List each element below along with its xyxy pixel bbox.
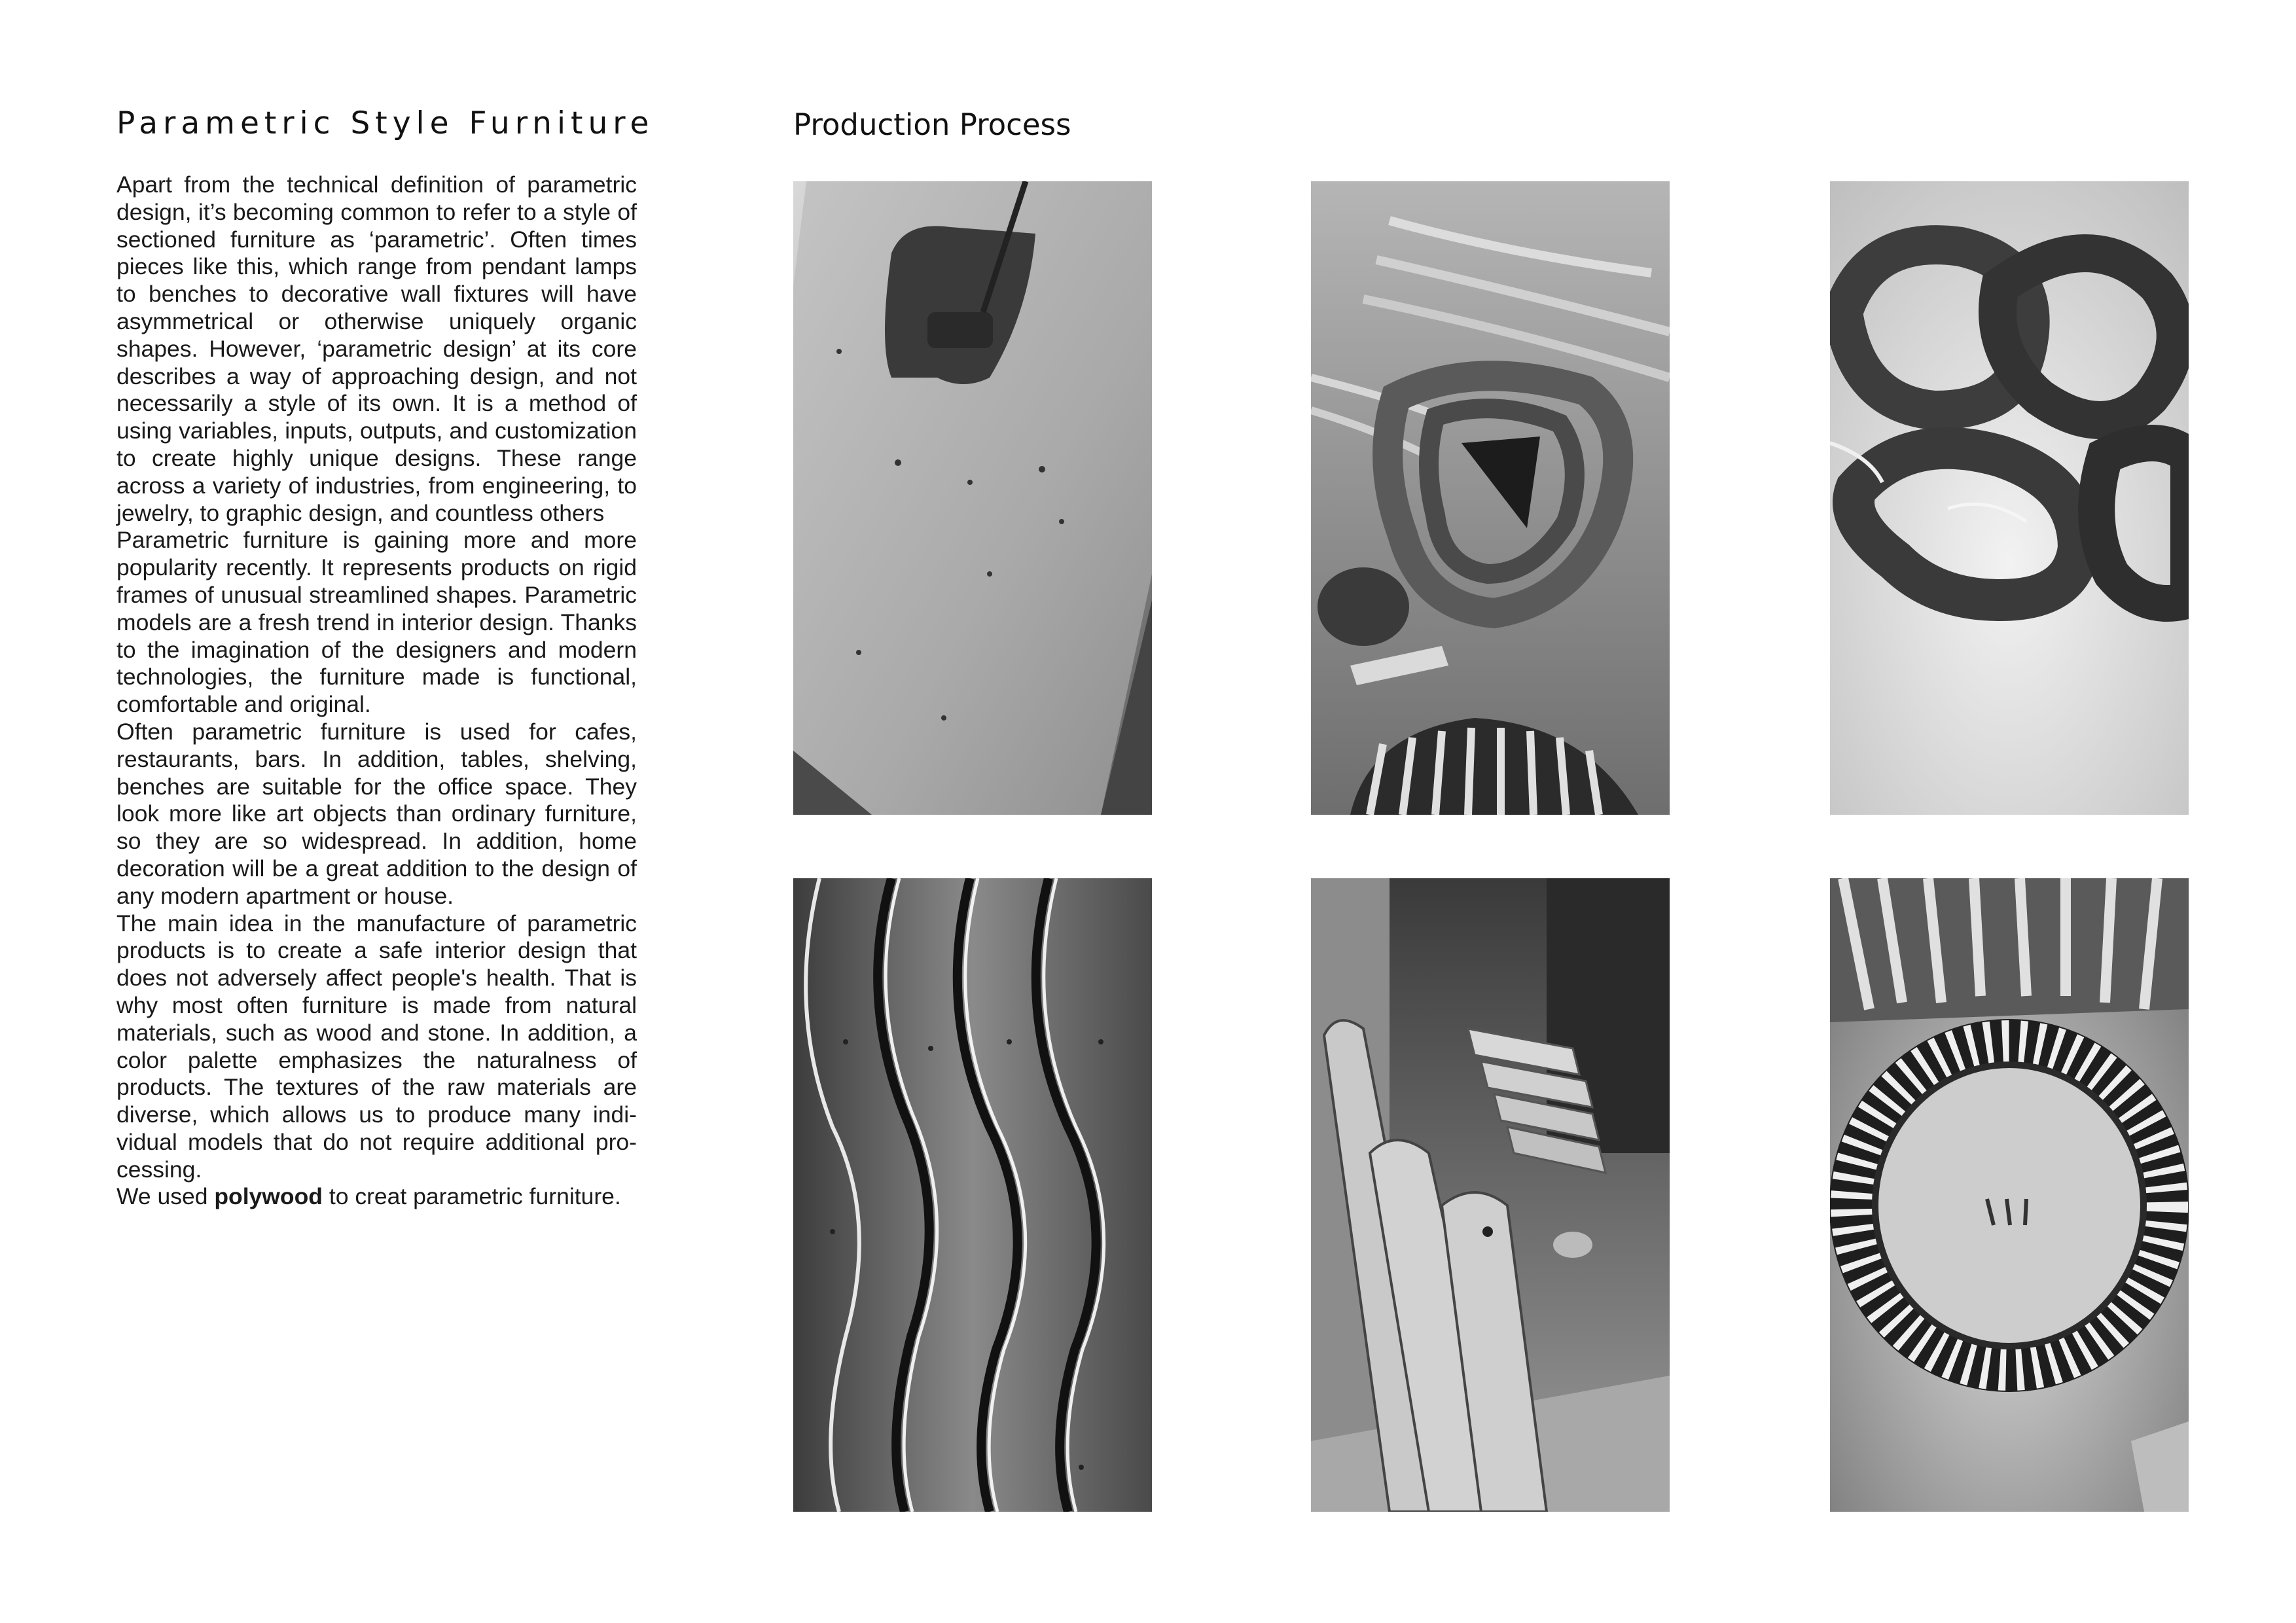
photo-circular-slatted-frame: [1830, 878, 2189, 1512]
paragraph-5: [117, 1183, 637, 1211]
photo-wavy-plywood-profiles: [793, 878, 1152, 1512]
body-text: [117, 171, 637, 1211]
paragraph-2: Parametric furniture is gaining more and more popularity recently. It represents products on rigid frames of unusual streamlined shapes. Parametric models are a fresh trend in interior design. Thanks to the imagination of the designers and modern technologies, the furniture made is functional, comfortable and original.: [117, 527, 637, 718]
paragraph-1: Apart from the technical definition of parametric design, it’s becoming common to refer to a style of sectioned furniture as ‘parametric’. Often times pieces like this, which range from pendant lamps to benches to decorative wall fixtures will have asymmetrical or otherwise uniquely organic shapes. However, ‘parametric design’ at its core describes a way of approaching design, and not necessarily a style of its own. It is a method of using variables, inputs, outputs, and customization to create highly unique designs. These range across a variety of industries, from engineering, to jewelry, to graphic design, and countless others: [117, 171, 637, 526]
text-column: [117, 105, 655, 1211]
section-title: Production Process: [793, 107, 1071, 142]
photo-stacked-slats: [1311, 878, 1670, 1512]
material-name: polywood: [214, 1183, 323, 1210]
photo-cut-plywood-frames: [1311, 181, 1670, 815]
paragraph-5-tail: to creat parametric furniture.: [322, 1183, 621, 1210]
paragraph-5-lead: We used: [117, 1183, 215, 1210]
photo-varnishing-plywood: [793, 181, 1152, 815]
photo-loop-structures: [1830, 181, 2189, 815]
paragraph-3: Often parametric furniture is used for cafes, restaurants, bars. In addition, tables, shelving, benches are suitable for the office space. They look more like art objects than ordinary furniture, so they are so widespread. In addition, home decoration will be a great addition to the design of any modern apartment or house.: [117, 718, 637, 909]
paragraph-4: The main idea in the manufacture of parametric products is to create a safe interior design that does not adversely affect people's health. That is why most often furniture is made from natural materials, such as wood and stone. In addition, a color palette emphasizes the naturalness of products. The textures of the raw materials are diverse, which allows us to produce many individual models that do not require additional processing.: [117, 910, 637, 1183]
page-title: Parametric Style Furniture: [117, 105, 655, 141]
